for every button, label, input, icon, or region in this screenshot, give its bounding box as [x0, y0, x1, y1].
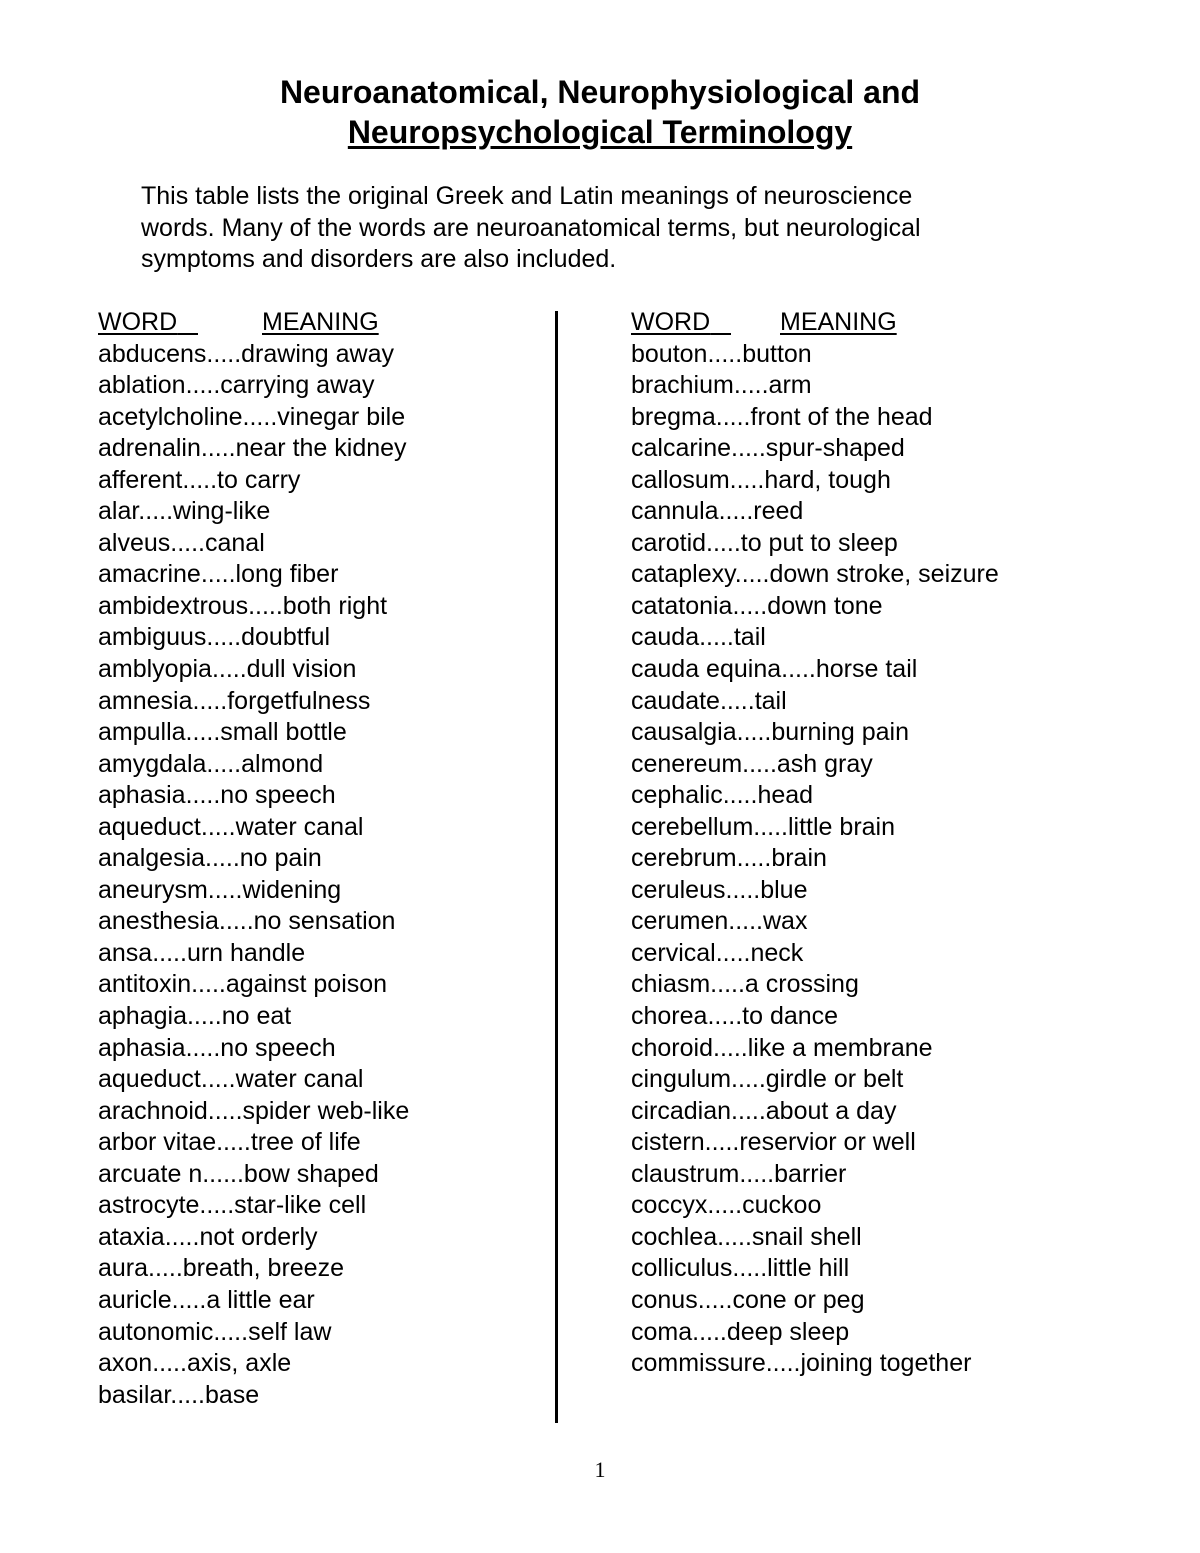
term-entry: aqueduct.....water canal	[98, 1065, 364, 1094]
term-entry: cauda equina.....horse tail	[631, 655, 918, 684]
term-entry: anesthesia.....no sensation	[98, 907, 396, 936]
term-entry: claustrum.....barrier	[631, 1159, 847, 1188]
term-entry: aphasia.....no speech	[98, 1033, 336, 1062]
term-entry: coccyx.....cuckoo	[631, 1191, 822, 1220]
term-entry: choroid.....like a membrane	[631, 1033, 933, 1062]
term-entry: auricle.....a little ear	[98, 1285, 315, 1314]
term-entry: cerumen.....wax	[631, 907, 808, 936]
term-entry: calcarine.....spur-shaped	[631, 434, 905, 463]
term-entry: colliculus.....little hill	[631, 1254, 850, 1283]
term-entry: circadian.....about a day	[631, 1096, 897, 1125]
term-entry: commissure.....joining together	[631, 1349, 972, 1378]
term-entry: bouton.....button	[631, 339, 812, 368]
term-entry: cauda.....tail	[631, 623, 766, 652]
intro-line: words. Many of the words are neuroanatomical terms, but neurological	[141, 213, 921, 242]
left-term-column	[98, 307, 409, 1411]
term-entry: afferent.....to carry	[98, 465, 301, 494]
column-header	[98, 307, 409, 339]
term-entry: ablation.....carrying away	[98, 371, 375, 400]
term-entry: ambidextrous.....both right	[98, 591, 388, 620]
term-entry: caudate.....tail	[631, 686, 787, 715]
term-entry: abducens.....drawing away	[98, 339, 395, 368]
term-entry: aphagia.....no eat	[98, 1002, 292, 1031]
term-entry: aphasia.....no speech	[98, 781, 336, 810]
term-entry: aqueduct.....water canal	[98, 812, 364, 841]
term-entry: cervical.....neck	[631, 938, 804, 967]
term-entry: aura.....breath, breeze	[98, 1254, 344, 1283]
term-entry: axon.....axis, axle	[98, 1349, 292, 1378]
term-entry: coma.....deep sleep	[631, 1317, 850, 1346]
term-entry: acetylcholine.....vinegar bile	[98, 402, 406, 431]
term-entry: autonomic.....self law	[98, 1317, 332, 1346]
term-entry: amnesia.....forgetfulness	[98, 686, 371, 715]
term-entry: amacrine.....long fiber	[98, 560, 339, 589]
term-entry: adrenalin.....near the kidney	[98, 434, 407, 463]
term-entry: aneurysm.....widening	[98, 875, 342, 904]
term-entry: ampulla.....small bottle	[98, 718, 347, 747]
term-entry: astrocyte.....star-like cell	[98, 1191, 367, 1220]
term-entry: amblyopia.....dull vision	[98, 655, 357, 684]
term-entry: carotid.....to put to sleep	[631, 528, 898, 557]
term-entry: bregma.....front of the head	[631, 402, 933, 431]
term-entry: antitoxin.....against poison	[98, 970, 388, 999]
term-entry: cannula.....reed	[631, 497, 804, 526]
page-title-line-1: Neuroanatomical, Neurophysiological and	[279, 74, 921, 110]
column-header	[631, 307, 999, 339]
term-entry: ceruleus.....blue	[631, 875, 808, 904]
term-entry: causalgia.....burning pain	[631, 718, 909, 747]
term-entry: ataxia.....not orderly	[98, 1222, 318, 1251]
term-entry: alveus.....canal	[98, 528, 265, 557]
term-entry: alar.....wing-like	[98, 497, 271, 526]
term-entry: cerebellum.....little brain	[631, 812, 896, 841]
term-entry: chiasm.....a crossing	[631, 970, 859, 999]
word-header: WORD	[98, 308, 178, 336]
page-title-line-2: Neuropsychological Terminology	[347, 114, 853, 150]
term-entry: cataplexy.....down stroke, seizure	[631, 560, 999, 589]
term-entry: cephalic.....head	[631, 781, 814, 810]
term-entry: callosum.....hard, tough	[631, 465, 891, 494]
term-entry: brachium.....arm	[631, 371, 812, 400]
term-entry: amygdala.....almond	[98, 749, 324, 778]
word-header: WORD	[631, 308, 711, 336]
term-entry: conus.....cone or peg	[631, 1285, 865, 1314]
term-entry: arbor vitae.....tree of life	[98, 1128, 361, 1157]
term-entry: basilar.....base	[98, 1380, 260, 1409]
intro-line: This table lists the original Greek and Latin meanings of neuroscience	[141, 182, 913, 210]
term-entry: cochlea.....snail shell	[631, 1222, 862, 1251]
meaning-header: MEANING	[780, 308, 897, 336]
term-entry: arcuate n......bow shaped	[98, 1159, 379, 1188]
term-entry: cingulum.....girdle or belt	[631, 1065, 904, 1094]
term-entry: arachnoid.....spider web-like	[98, 1096, 410, 1125]
term-entry: analgesia.....no pain	[98, 844, 322, 873]
right-term-column	[631, 307, 999, 1380]
column-divider	[555, 311, 558, 1423]
term-entry: catatonia.....down tone	[631, 591, 883, 620]
term-entry: cerebrum.....brain	[631, 844, 827, 873]
meaning-header: MEANING	[262, 308, 379, 336]
term-entry: cenereum.....ash gray	[631, 749, 873, 778]
term-entry: chorea.....to dance	[631, 1002, 839, 1031]
term-entry: cistern.....reservior or well	[631, 1128, 916, 1157]
intro-line: symptoms and disorders are also included.	[141, 245, 617, 273]
term-entry: ansa.....urn handle	[98, 938, 306, 967]
term-entry: ambiguus.....doubtful	[98, 623, 331, 652]
page-number: 1	[594, 1457, 606, 1482]
intro-paragraph	[141, 181, 1041, 276]
